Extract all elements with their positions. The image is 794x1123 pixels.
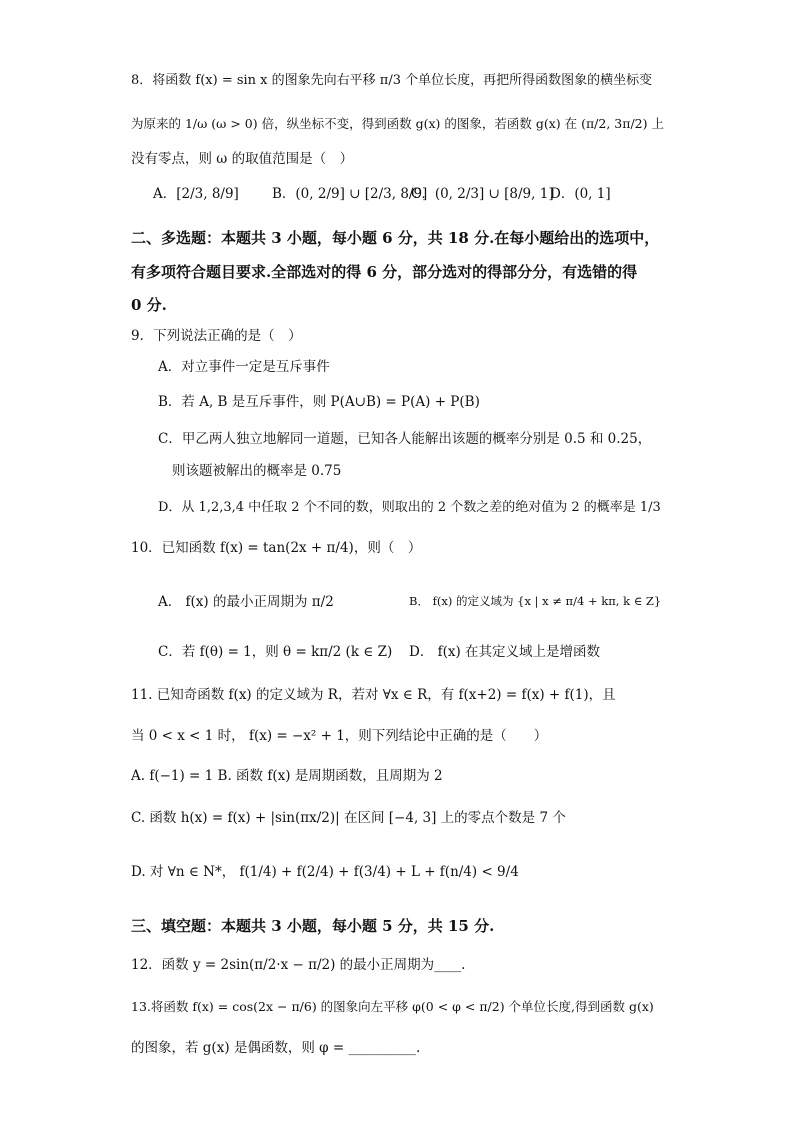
q9-option-a: A．对立事件一定是互斥事件: [158, 359, 330, 375]
q9-option-b: B．若 A, B 是互斥事件，则 P(A∪B) = P(A) + P(B): [158, 394, 480, 410]
q10-option-a: A． f(x) 的最小正周期为 π/2: [158, 594, 334, 610]
q11-options-ab: A. f(−1) = 1 B. 函数 f(x) 是周期函数，且周期为 2: [131, 768, 443, 784]
section3-heading: 三、填空题：本题共 3 小题，每小题 5 分，共 15 分.: [131, 917, 495, 935]
q8-option-a: A．[2/3, 8/9]: [153, 186, 239, 202]
section2-heading-line3: 0 分.: [131, 296, 167, 314]
q11-line1: 11. 已知奇函数 f(x) 的定义域为 R，若对 ∀x ∈ R，有 f(x+2) = f(x) + f(1)，且: [131, 687, 616, 703]
q10-option-c: C．若 f(θ) = 1，则 θ = kπ/2 (k ∈ Z): [158, 644, 393, 660]
q8-line3: 没有零点，则 ω 的取值范围是（ ）: [131, 151, 354, 167]
q9-option-c-line1: C．甲乙两人独立地解同一道题，已知各人能解出该题的概率分别是 0.5 和 0.25，: [158, 431, 652, 447]
q10-stem: 10．已知函数 f(x) = tan(2x + π/4)，则（ ）: [131, 540, 422, 556]
q9-stem: 9．下列说法正确的是（ ）: [131, 328, 302, 344]
q8-option-d: D．(0, 1]: [550, 186, 611, 202]
q11-option-c: C. 函数 h(x) = f(x) + |sin(πx/2)| 在区间 [−4, 3] 上的零点个数是 7 个: [131, 810, 566, 826]
q13-line1: 13.将函数 f(x) = cos(2x − π/6) 的图象向左平移 φ(0 < φ < π/2) 个单位长度,得到函数 g(x): [131, 999, 654, 1014]
q8-option-b: B．(0, 2/9] ∪ [2/3, 8/9]: [272, 186, 428, 202]
section2-heading-line2: 有多项符合题目要求.全部选对的得 6 分，部分选对的得部分分，有选错的得: [131, 263, 638, 281]
q8-option-c: C．(0, 2/3] ∪ [8/9, 1]: [411, 186, 554, 202]
q9-option-d: D．从 1,2,3,4 中任取 2 个不同的数，则取出的 2 个数之差的绝对值为 2 的概率是 1/3: [158, 500, 661, 515]
q11-option-d: D. 对 ∀n ∈ N*， f(1/4) + f(2/4) + f(3/4) + L + f(n/4) < 9/4: [131, 864, 519, 880]
q8-line1: 8．将函数 f(x) = sin x 的图象先向右平移 π/3 个单位长度，再把所得函数图象的横坐标变: [131, 73, 653, 88]
q13-line2: 的图象，若 g(x) 是偶函数，则 φ = __________.: [131, 1040, 421, 1056]
q12-text: 12．函数 y = 2sin(π/2·x − π/2) 的最小正周期为____.: [131, 957, 466, 973]
q9-option-c-line2: 则该题被解出的概率是 0.75: [172, 463, 342, 479]
q10-option-d: D． f(x) 在其定义域上是增函数: [409, 644, 601, 660]
q8-line2: 为原来的 1/ω (ω > 0) 倍，纵坐标不变，得到函数 g(x) 的图象，若函数 g(x) 在 (π/2, 3π/2) 上: [131, 116, 664, 131]
section2-heading-line1: 二、多选题：本题共 3 小题，每小题 6 分，共 18 分.在每小题给出的选项中，: [131, 229, 660, 247]
q10-option-b: B． f(x) 的定义域为 {x | x ≠ π/4 + kπ, k ∈ Z}: [409, 594, 662, 608]
q11-line2: 当 0 < x < 1 时， f(x) = −x² + 1，则下列结论中正确的是（ ）: [131, 728, 548, 744]
